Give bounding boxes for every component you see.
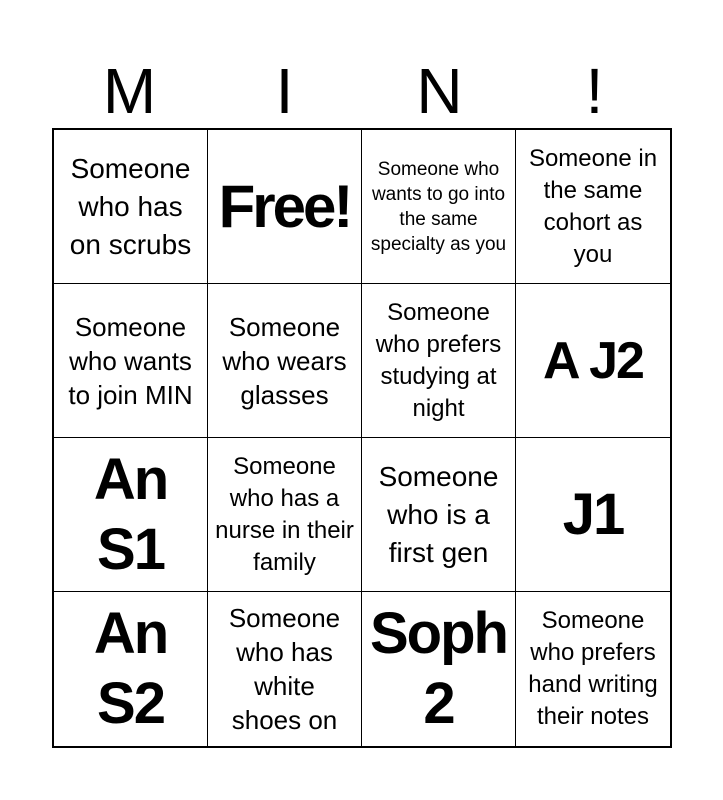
bingo-cell-r3c3[interactable] xyxy=(362,438,516,592)
bingo-cell-r4c4[interactable] xyxy=(516,592,670,746)
cell-text: An S2 xyxy=(93,601,168,736)
bingo-cell-r3c2[interactable] xyxy=(208,438,362,592)
bingo-cell-r1c3[interactable] xyxy=(362,130,516,284)
header-letter-i: I xyxy=(275,55,294,127)
cell-text: Someone who wants to join MIN xyxy=(68,311,193,410)
bingo-cell-r4c3[interactable] xyxy=(362,592,516,746)
cell-text: Someone who wants to go into the same specialty as you xyxy=(370,158,507,255)
header-letter-m: M xyxy=(102,55,157,127)
cell-text: Someone who prefers hand writing their notes xyxy=(528,607,658,730)
bingo-cell-r3c1[interactable] xyxy=(54,438,208,592)
cell-text: Someone who has on scrubs xyxy=(69,152,192,260)
bingo-header xyxy=(52,56,672,126)
cell-text: Someone in the same cohort as you xyxy=(528,144,658,268)
bingo-cell-r4c1[interactable] xyxy=(54,592,208,746)
cell-text: Someone who is a first gen xyxy=(378,460,499,568)
cell-text: Someone who has a nurse in their family xyxy=(215,452,354,576)
bingo-cell-r2c2[interactable] xyxy=(208,284,362,438)
cell-text: Someone who has white shoes on xyxy=(228,603,341,735)
bingo-cell-r1c4[interactable] xyxy=(516,130,670,284)
cell-text: J1 xyxy=(562,481,624,547)
bingo-cell-free[interactable] xyxy=(208,130,362,284)
bingo-cell-r1c1[interactable] xyxy=(54,130,208,284)
bingo-cell-r3c4[interactable] xyxy=(516,438,670,592)
bingo-cell-r2c1[interactable] xyxy=(54,284,208,438)
bingo-board xyxy=(52,128,672,748)
cell-text: A J2 xyxy=(543,331,643,390)
cell-text: Someone who prefers studying at night xyxy=(375,298,502,422)
bingo-cell-r2c3[interactable] xyxy=(362,284,516,438)
cell-text: An S1 xyxy=(93,446,168,582)
header-letter-exclamation: ! xyxy=(585,55,604,127)
bingo-cell-r2c4[interactable] xyxy=(516,284,670,438)
cell-text: Soph 2 xyxy=(370,601,507,736)
header-letter-n: N xyxy=(416,55,463,127)
cell-text: Someone who wears glasses xyxy=(222,311,347,410)
cell-text: Free! xyxy=(218,172,351,240)
bingo-cell-r4c2[interactable] xyxy=(208,592,362,746)
